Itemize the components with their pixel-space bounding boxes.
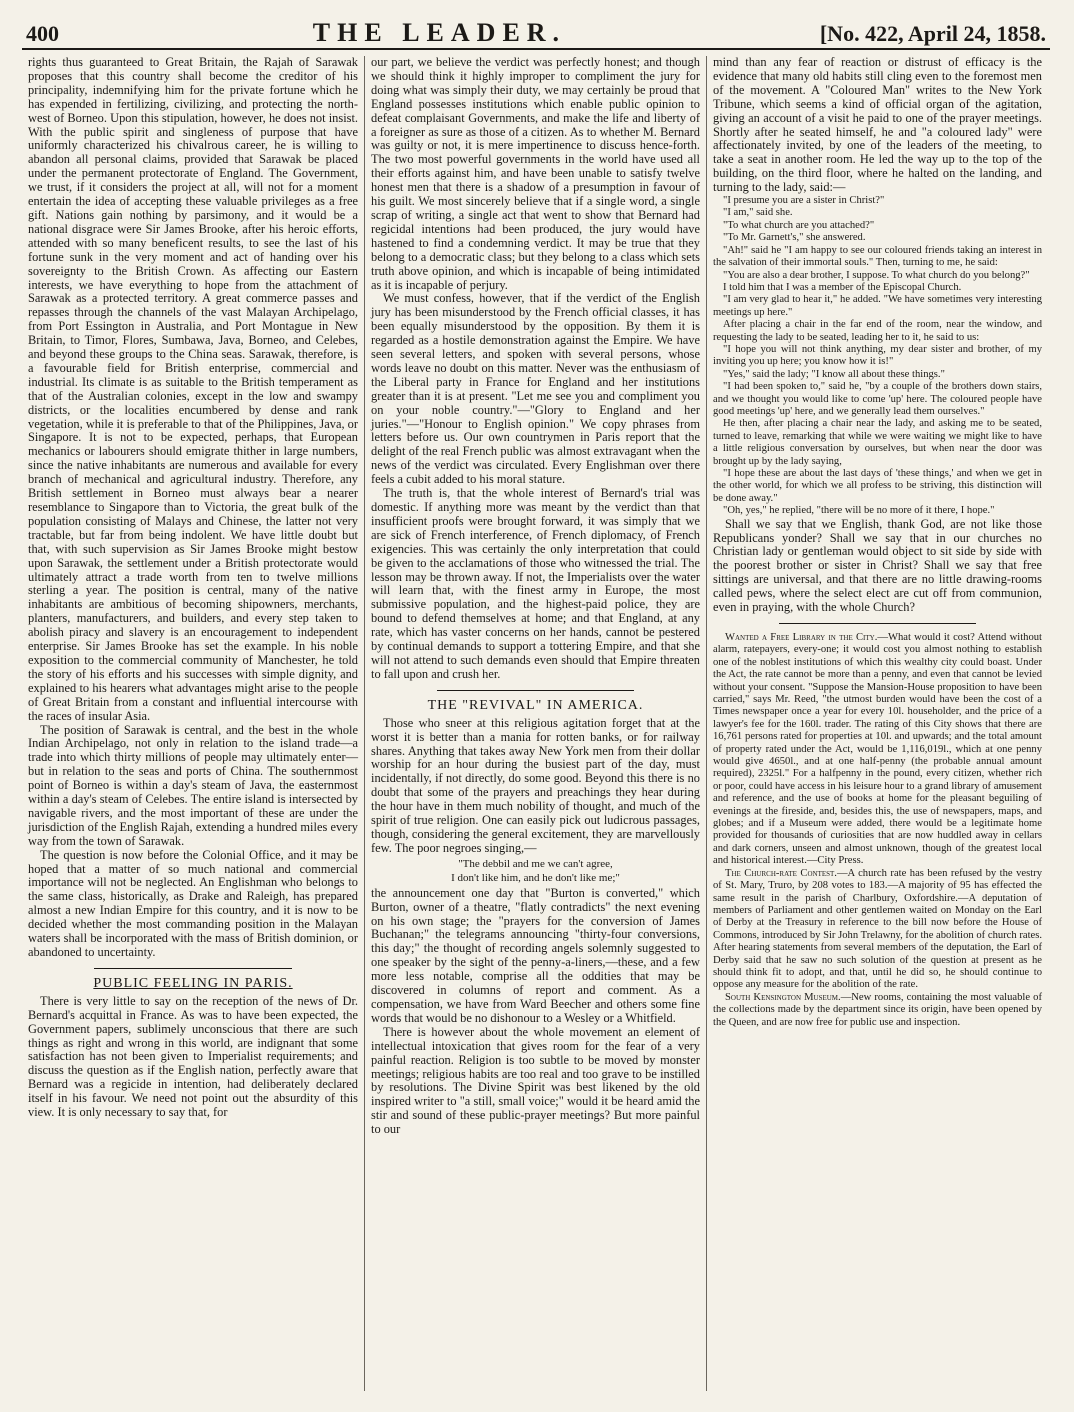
sarawak-paragraph: The position of Sarawak is central, and the best in the whole Indian Archipelago, not only in relation to the island trade—a trade into which thirty millions of people may ultimately enter—but in relation to the seas and ports of China. The southernmost point of Borneo is within a day's steam of Java, the easternmost within a day's steam of Celebes. The entire island is intersected by navigable rivers, and the most important of these are under the jurisdiction of the English Rajah, extending a hundred miles every way from the town of Sarawak.	[28, 722, 358, 848]
dialogue-line: "I presume you are a sister in Christ?"	[723, 195, 885, 207]
dialogue-line: After placing a chair in the far end of the room, near the window, and requesting the lady to be seated, leading her to it, he said to us:	[713, 319, 1042, 343]
church-rate-brief	[713, 868, 1042, 992]
revival-paragraph: the announcement one day that "Burton is converted," which Burton, owner of a theatre, "flatly contradicts" the next evening on his own stage; the "prayers for the conversion of James Buchanan;" the telegrams announcing "thirty-four conversions, this day;" the thought of recording angels solemnly suggested to one speaker by the sight of the penny-a-liners,—these, and a few more less notable, comprise all the oddities that may be discovered in columns of report and comment. As a compensation, we have from Ward Beecher and others some fine words that would be no dishonour to a Wesley or a Whitfield.	[371, 885, 700, 1025]
paris-paragraph: There is very little to say on the reception of the news of Dr. Bernard's acquittal in France. As was to have been expected, the Government papers, sublimely unconscious that there are such things as right and wrong in this world, are indignant that some satisfaction has not been given to Imperialist requirements; and discuss the question as if the English nation, perfectly aware that Bernard was a regicide in intention, had deliberately declared itself in his favour. We need not point out the absurdity of this view. It is only necessary to say that, for	[28, 993, 358, 1120]
dialogue-line: "I had been spoken to," said he, "by a couple of the brothers down stairs, and we thought you would like to come 'up' here. The coloured people have good meetings 'up' here, and we generally lead them ourselves."	[713, 381, 1042, 417]
article-heading-paris: PUBLIC FEELING IN PARIS.	[93, 975, 293, 991]
page-number: 400	[26, 21, 59, 46]
column-3	[706, 56, 1048, 1391]
columns	[22, 56, 1050, 1391]
dialogue-line: "Oh, yes," he replied, "there will be no more of it there, I hope."	[723, 505, 995, 517]
brief-title: South Kensington Museum.	[725, 991, 841, 1003]
revival-paragraph: There is however about the whole movement an element of intellectual intoxication that gives room for the fear of a very painful reaction. Religion is too subtle to be moved by monster meetings; religious habits are too real and too grave to be instilled by resolutions. The Divine Spirit was best likened by the old inspired writer to "a still, small voice;" would it be heard amid the stir and sound of these public-prayer meetings? But more painful to our	[371, 1024, 700, 1137]
sarawak-paragraph: The question is now before the Colonial Office, and it may be hoped that a matter of so much national and commercial importance will not be neglected. An Englishman who belongs to the same class, historically, as Drake and Raleigh, has prepared almost a new Indian Empire for this country, and it is now to be decided whether the most commanding position in the Malayan waters shall be incorporated with the mass of British dominion, or abandoned to uncertainty.	[28, 847, 358, 959]
brief-body: —What would it cost? Attend without alarm, ratepayers, every-one; it would cost you almost nothing to establish one of the noblest institutions of which this wealthy city could boast. Under the Act, the rate cannot be more than a penny, and even that cannot be levied without your consent. "Suppose the Mansion-House proposition to have been carried," says Mr. Reed, "the utmost burden would have been the cost of a Times newspaper once a year for every 10l. householder, and the price of a lawyer's fee for the 160l. trader. The rating of this City shows that there are 16,761 persons rated for properties at 10l. and upwards; and the total amount of property rated under the Act, would be 1,116,019l., which at one penny would give 4650l., and at one half-penny (the probable annual amount required), 2325l." For a halfpenny in the pound, every citizen, whether rich or poor, could have access in his leisure hour to a grand library of amusement and reference, and the use of books at home for the pleasant beguiling of evenings at the fireside, and, besides this, the use of newspapers, maps, and globes; and if a Museum were added, there would be a legitimate home provided for thousands of curiosities that are now huddled away in cellars and dark corners, unseen and almost unknown, though of the greatest local and historical interest.—City Press.	[713, 631, 1042, 867]
dialogue-line: "Yes," said the lady; "I know all about these things."	[723, 368, 945, 380]
news-briefs	[713, 632, 1042, 1029]
verse-line: I don't like him, and he don't like me;"	[451, 872, 620, 885]
brief-title: The Church-rate Contest.	[725, 867, 837, 879]
brief-body: —New rooms, containing the most valuable of the collections made by the department since its origin, have been opened by the Queen, and are now free for public use and inspection.	[713, 991, 1042, 1028]
dialogue-line: "To Mr. Garnett's," she answered.	[723, 232, 866, 244]
section-divider	[94, 968, 292, 969]
sarawak-paragraph: rights thus guaranteed to Great Britain, the Rajah of Sarawak proposes that this country shall become the creditor of his principality, indemnifying him for the private fortune which he has expended in fertilizing, civilizing, and protecting the north-west of Borneo. Upon this stipulation, however, he does not insist. With the public spirit and singleness of purpose that have uniformly characterized his chivalrous career, he is willing to abandon all personal claims, provided that Sarawak be placed under the permanent protectorate of England. The Government, we trust, if it considers the project at all, will not for a moment entertain the idea of accepting these valuable privileges as a free gift. Nations gain nothing by parsimony, and it would be a national disgrace were Sir James Brooke, after his heroic efforts, attended with so many beneficent results, to see the last of his fortune sunk in the very moment and act of handing over his sovereignty to the British Crown. As affecting our Eastern interests, we have everything to hope from the attachment of Sarawak as a protected territory. A great commerce passes and repasses through the channels of the vast Malayan Archipelago, from Port Essington in Australia, and Port Montague in New Britain, to Timor, Flores, Sumbawa, Java, Borneo, and Celebes, and beyond these groups to the China seas. Sarawak, therefore, is a favourable field for British enterprise, commercial and industrial. Its climate is as suitable to the British temperament as that of the Australian colonies, except in the low and swampy districts, or the localities encumbered by dense and rank vegetation, while it is preferable to that of the Philippines, Java, or Singapore. It is not to be expected, perhaps, that European mechanics or labourers should emigrate thither in large numbers, since the native inhabitants are numerous and available for every branch of mechanical and agricultural industry. Therefore, any British settlement in Borneo must always bear a nearer resemblance to Singapore than to Victoria, the great bulk of the population consisting of Malays and Chinese, the latter not very tractable, but far from being indolent. We have little doubt but that, with such supervision as Sir James Brooke might bestow upon Sarawak, the settlement under a British protectorate would ultimately attract a trade worth from ten to twelve millions sterling a year. The position is central, many of the native inhabitants are ambitious of becoming shipowners, merchants, planters, manufacturers, and builders, and every step taken to abolish piracy and slavery is an encouragement to independent enterprise. Sir James Brooke has set the example. In his noble exposition to the commercial community of Manchester, he told the story of his efforts and his successes with simple dignity, and explained to his hearers what advantages might arise to the people of Great Britain from a constant and influential intercourse with the races of insular Asia.	[28, 56, 358, 723]
dialogue-line: I told him that I was a member of the Episcopal Church.	[723, 281, 962, 293]
section-divider	[779, 623, 976, 624]
masthead	[22, 18, 1050, 50]
section-divider	[437, 690, 634, 691]
closing-paragraph: Shall we say that we English, thank God, are not like those Republicans yonder? Shall we say that in our churches no Christian lady or gentleman would object to sit side by side with the poorest brother or sister in Christ? Shall we say that free sittings are universal, and that there are no little drawing-rooms called pews, where the select elect are cut off from communion, even in praying, with the whole Church?	[713, 516, 1042, 615]
paris-paragraph: our part, we believe the verdict was perfectly honest; and though we should think it highly improper to compliment the jury for doing what was simply their duty, we may certainly be proud that England possesses institutions which enable public opinion to defeat complaisant Governments, and make the life and liberty of a foreigner as sure as those of a citizen. As to whether M. Bernard was guilty or not, it is mere impertinence to discuss hence-forth. The two most powerful governments in the world have used all their efforts against him, and have been unable to satisfy twelve honest men that there is a shadow of a presumption in favour of his guilt. We most sincerely believe that if a single word, a single scrap of writing, a single act that went to show that Bernard had regicidal intentions had been produced, the jury would have hastened to find a condemning verdict. It may be true that they belong to a democratic class; but they belong to a class which sets truth above opinion, and which is incapable of being intimidated as it is incapable of perjury.	[371, 56, 700, 292]
newspaper-title: THE LEADER.	[312, 18, 567, 47]
dialogue-line: "You are also a dear brother, I suppose. To what church do you belong?"	[723, 269, 1030, 281]
paris-paragraph: We must confess, however, that if the verdict of the English jury has been misunderstood by the French official classes, it has been equally misunderstood by the opposition. By them it is regarded as a hostile demonstration against the Empire. We have seen several letters, and spoken with several persons, whose words leave no doubt on this matter. Never was the enthusiasm of the Liberal party in France for England and her institutions greater than it is at present. "Let me see you and compliment you on your noble country."—"Glory to England and her juries."—"Honour to English opinion." We copy phrases from letters before us. Our own countrymen in Paris report that the delight of the real French public was almost extravagant when the news of the verdict was circulated. Every Englishman over there feels a cubit added to his moral stature.	[371, 291, 700, 487]
article-heading-revival: THE "REVIVAL" IN AMERICA.	[427, 697, 644, 713]
dialogue-line: "I hope you will not think anything, my dear sister and brother, of my inviting you up here; you know how it is!"	[713, 343, 1042, 368]
dialogue-line: "Ah!" said he "I am happy to see our coloured friends taking an interest in the salvation of their immortal souls." Then, turning to me, he said:	[713, 244, 1042, 269]
paris-paragraph: The truth is, that the whole interest of Bernard's trial was domestic. If anything more was meant by the verdict than that insufficient proofs were brought forward, it was simply that we are sick of French interference, of French diplomacy, of French exigencies. This was certainly the only interpretation that could be given to the acclamations of those who witnessed the trial. The lesson may be thrown away. If not, the Imperialists over the water will learn that, with the finest army in Europe, the most submissive population, and the highest-paid police, they are bound to defend themselves at home; and that England, at any rate, which has vaster concerns on her hands, cannot be pestered by continual demands to support a tottering Empire, and that she will not attend to such demands even should that Empire threaten to fall upon and crush her.	[371, 486, 700, 681]
issue-date: [No. 422, April 24, 1858.	[819, 21, 1046, 46]
library-brief	[713, 632, 1042, 868]
brief-title: Wanted a Free Library in the City.	[725, 631, 878, 643]
revival-continued-paragraph: mind than any fear of reaction or distrust of efficacy is the evidence that many old habits still cling even to the foremost men of the movement. A "Coloured Man" writes to the New York Tribune, which seems a kind of official organ of the agitation, giving an account of a visit he paid to one of the prayer meetings. Shortly after he seated himself, he and "a coloured lady" were affectionately invited, by one of the leaders of the meeting, to take a seat in another room. He led the way up to the top of the building, on the third floor, where he halted on the landing, and turning to the lady, said:—	[713, 56, 1042, 195]
brief-body: —A church rate has been refused by the vestry of St. Mary, Truro, by 208 votes to 183.—A majority of 95 has effected the same result in the parish of Charlbury, Oxfordshire.—A deputation of members of Parliament and other gentlemen waited on Monday on the Earl of Derby at the Treasury in reference to the bill now before the House of Commons, introduced by Sir John Trelawny, for the abolition of church rates. After hearing statements from several members of the deputation, the Earl of Derby said that he saw no such solution of the question at present as he should think fit to adopt, and that, until he did so, he should continue to oppose any measure for the abolition of the rate.	[713, 867, 1043, 991]
column-1	[22, 56, 364, 1391]
revival-paragraph: Those who sneer at this religious agitation forget that at the worst it is better than a mania for rotten banks, or for railway shares. Anything that takes away New York men from their dollar worship for an hour during the busiest part of the day, must incidentally, if not directly, do some good. Beyond this there is no doubt that some of the prayers and preachings they hear during the hour have in them much nobility of thought, and much of the spirit of true religion. One can easily pick out ludicrous passages, though, considering the general excitement, they are marvellously few. The poor negroes singing,—	[371, 715, 700, 855]
dialogue-line: He then, after placing a chair near the lady, and asking me to be seated, turned to leave, remarking that while we were waiting we might like to have a little religious conversation by ourselves, but when near the door was brought up by the lady saying,	[713, 418, 1042, 467]
dialogue-line: "I hope these are about the last days of 'these things,' and when we get in the other world, for which we all profess to be striving, this distinction will be done away."	[713, 468, 1042, 504]
dialogue-line: "I am very glad to hear it," he added. "We have sometimes very interesting meetings up here."	[713, 294, 1042, 318]
column-2	[364, 56, 706, 1391]
dialogue-block	[713, 195, 1042, 518]
dialogue-line: "I am," said she.	[723, 207, 793, 219]
museum-brief	[713, 992, 1042, 1029]
dialogue-line: "To what church are you attached?"	[723, 219, 875, 231]
verse-line: "The debbil and me we can't agree,	[458, 857, 613, 870]
